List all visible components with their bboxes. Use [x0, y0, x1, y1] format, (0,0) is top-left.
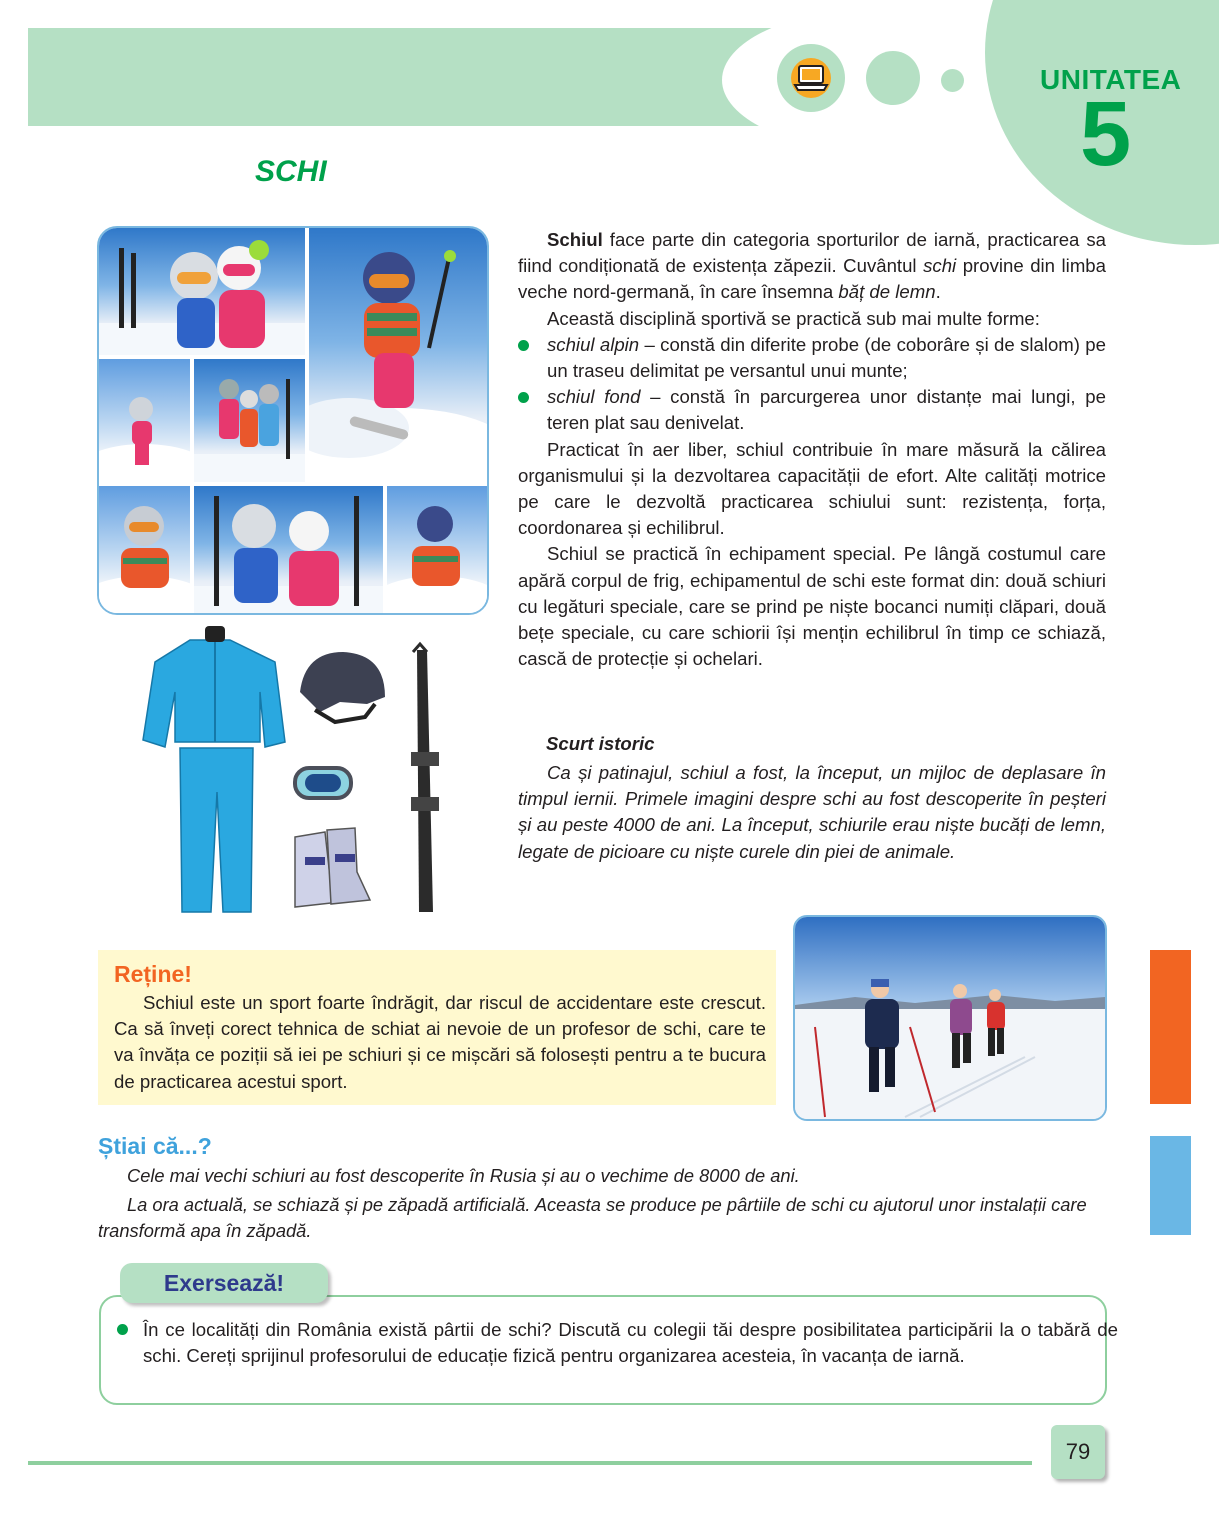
- skis-icon: [411, 644, 439, 912]
- collage-photo-family: [99, 228, 305, 355]
- retine-title: Reține!: [114, 961, 192, 987]
- form-desc: – constă din diferite probe (de coborâre și de slalom) pe un traseu delimitat pe versantul unui munte;: [547, 333, 1106, 382]
- retine-text: Schiul este un sport foarte îndrăgit, dar riscul de accidentare este crescut. Ca să înveți corect tehnica de schiat ai nevoie de un profesor de schi, care te va învăța ce poziții să iei pe schiuri și ce mișcări să folosești pentru a te bucura de practicarea acestui sport.: [114, 992, 766, 1092]
- intro-meaning: băț de lemn: [838, 281, 936, 303]
- intro-paragraph: [518, 227, 1106, 306]
- side-tab-blue: [1150, 1136, 1191, 1235]
- collage-photo-smiling-child: [387, 486, 487, 613]
- intro-text-2: provine din limba veche nord-germană, în care însemna: [518, 255, 1106, 303]
- bullet-icon: [518, 392, 529, 403]
- intro-end: .: [935, 281, 941, 303]
- list-item: [518, 384, 1106, 436]
- intro-text: face parte din categoria sporturilor de iarnă, practicarea sa fiind condiționată de existența zăpezii. Cuvântul: [518, 229, 1106, 277]
- ski-jacket-icon: [143, 626, 285, 747]
- collage-photo-kids-group: [194, 359, 305, 482]
- exercise-title: Exersează!: [120, 1263, 328, 1303]
- stiai-title: Știai că...?: [98, 1133, 212, 1159]
- photo-collage: [97, 226, 489, 615]
- unit-label: UNITATEA: [1040, 64, 1182, 95]
- exercise-item: [117, 1317, 1118, 1369]
- laptop-icon-badge: [777, 44, 845, 112]
- laptop-icon: [777, 44, 845, 112]
- outdoor-paragraph: Practicat în aer liber, schiul contribuie în mare măsură la călirea organismului și la dezvoltarea capacității de efort. Alte calități motrice pe care le dezvoltă practicarea schiului sunt: rezistența, forța, coordonarea și echilibrul.: [518, 438, 1106, 539]
- intro-bold: Schiul: [547, 229, 603, 250]
- ski-boots-icon: [295, 828, 370, 907]
- collage-photo-girl-snow: [99, 359, 190, 482]
- forms-intro: Această disciplină sportivă se practică sub mai multe forme:: [547, 307, 1040, 329]
- unit-number: 5: [1080, 83, 1132, 185]
- side-tab-orange: [1150, 950, 1191, 1104]
- equipment-paragraph: Schiul se practică în echipament special. Pe lângă costumul care apără corpul de frig, echipamentul de schi este format din: două schiuri cu legături speciale, care se prind pe niște bocanci numiți clăpari, două bețe speciale, cu care schiorii își mențin echilibrul în timp ce schiază, cască de protecție și ochelari.: [518, 543, 1106, 670]
- collage-photo-mother-son: [194, 486, 383, 613]
- bullet-icon: [117, 1324, 128, 1335]
- page-number: 79: [1051, 1425, 1105, 1479]
- main-text: [518, 227, 1106, 672]
- page-title: SCHI: [255, 155, 327, 188]
- history-heading: Scurt istoric: [546, 733, 655, 754]
- helmet-icon: [300, 652, 385, 722]
- stiai-line: La ora actuală, se schiază și pe zăpadă artificială. Aceasta se produce pe pârtiile de schi cu ajutorul unor instalații care transformă apa în zăpadă.: [98, 1194, 1087, 1241]
- cross-country-photo: [793, 915, 1107, 1121]
- bullet-icon: [518, 340, 529, 351]
- ski-equipment-image: [135, 622, 445, 922]
- collage-photo-boy-skis: [99, 486, 190, 613]
- stiai-line: Cele mai vechi schiuri au fost descoperite în Rusia și au o vechime de 8000 de ani.: [127, 1165, 800, 1186]
- decor-dot-small: [941, 69, 964, 92]
- decor-dot: [866, 51, 920, 105]
- collage-photo-skier-jump: [309, 228, 487, 482]
- form-desc: – constă în parcurgerea unor distanțe mai lungi, pe teren plat sau denivelat.: [547, 386, 1106, 434]
- form-term: schiul alpin: [547, 333, 640, 355]
- form-term: schiul fond: [547, 386, 641, 408]
- history-text: Ca și patinajul, schiul a fost, la început, un mijloc de deplasare în timpul iernii. Primele imagini despre schi au fost descoperite în peșteri și au peste 4000 de ani. La început, schiurile erau niște bucăți de lemn, legate de picioare cu niște curele din piei de animale.: [518, 762, 1106, 862]
- header-band: [28, 28, 828, 126]
- goggles-icon: [295, 768, 351, 798]
- exercise-text: În ce localități din România există pârtii de schi? Discută cu colegii tăi despre posibilitatea participării la o tabără de schi. Cereți sprijinul profesorului de educație fizică pentru organizarea acesteia, în vacanța de iarnă.: [143, 1319, 1118, 1367]
- intro-term-schi: schi: [923, 255, 957, 277]
- footer-line: [28, 1461, 1032, 1465]
- list-item: [518, 332, 1106, 384]
- ski-pants-icon: [180, 748, 253, 912]
